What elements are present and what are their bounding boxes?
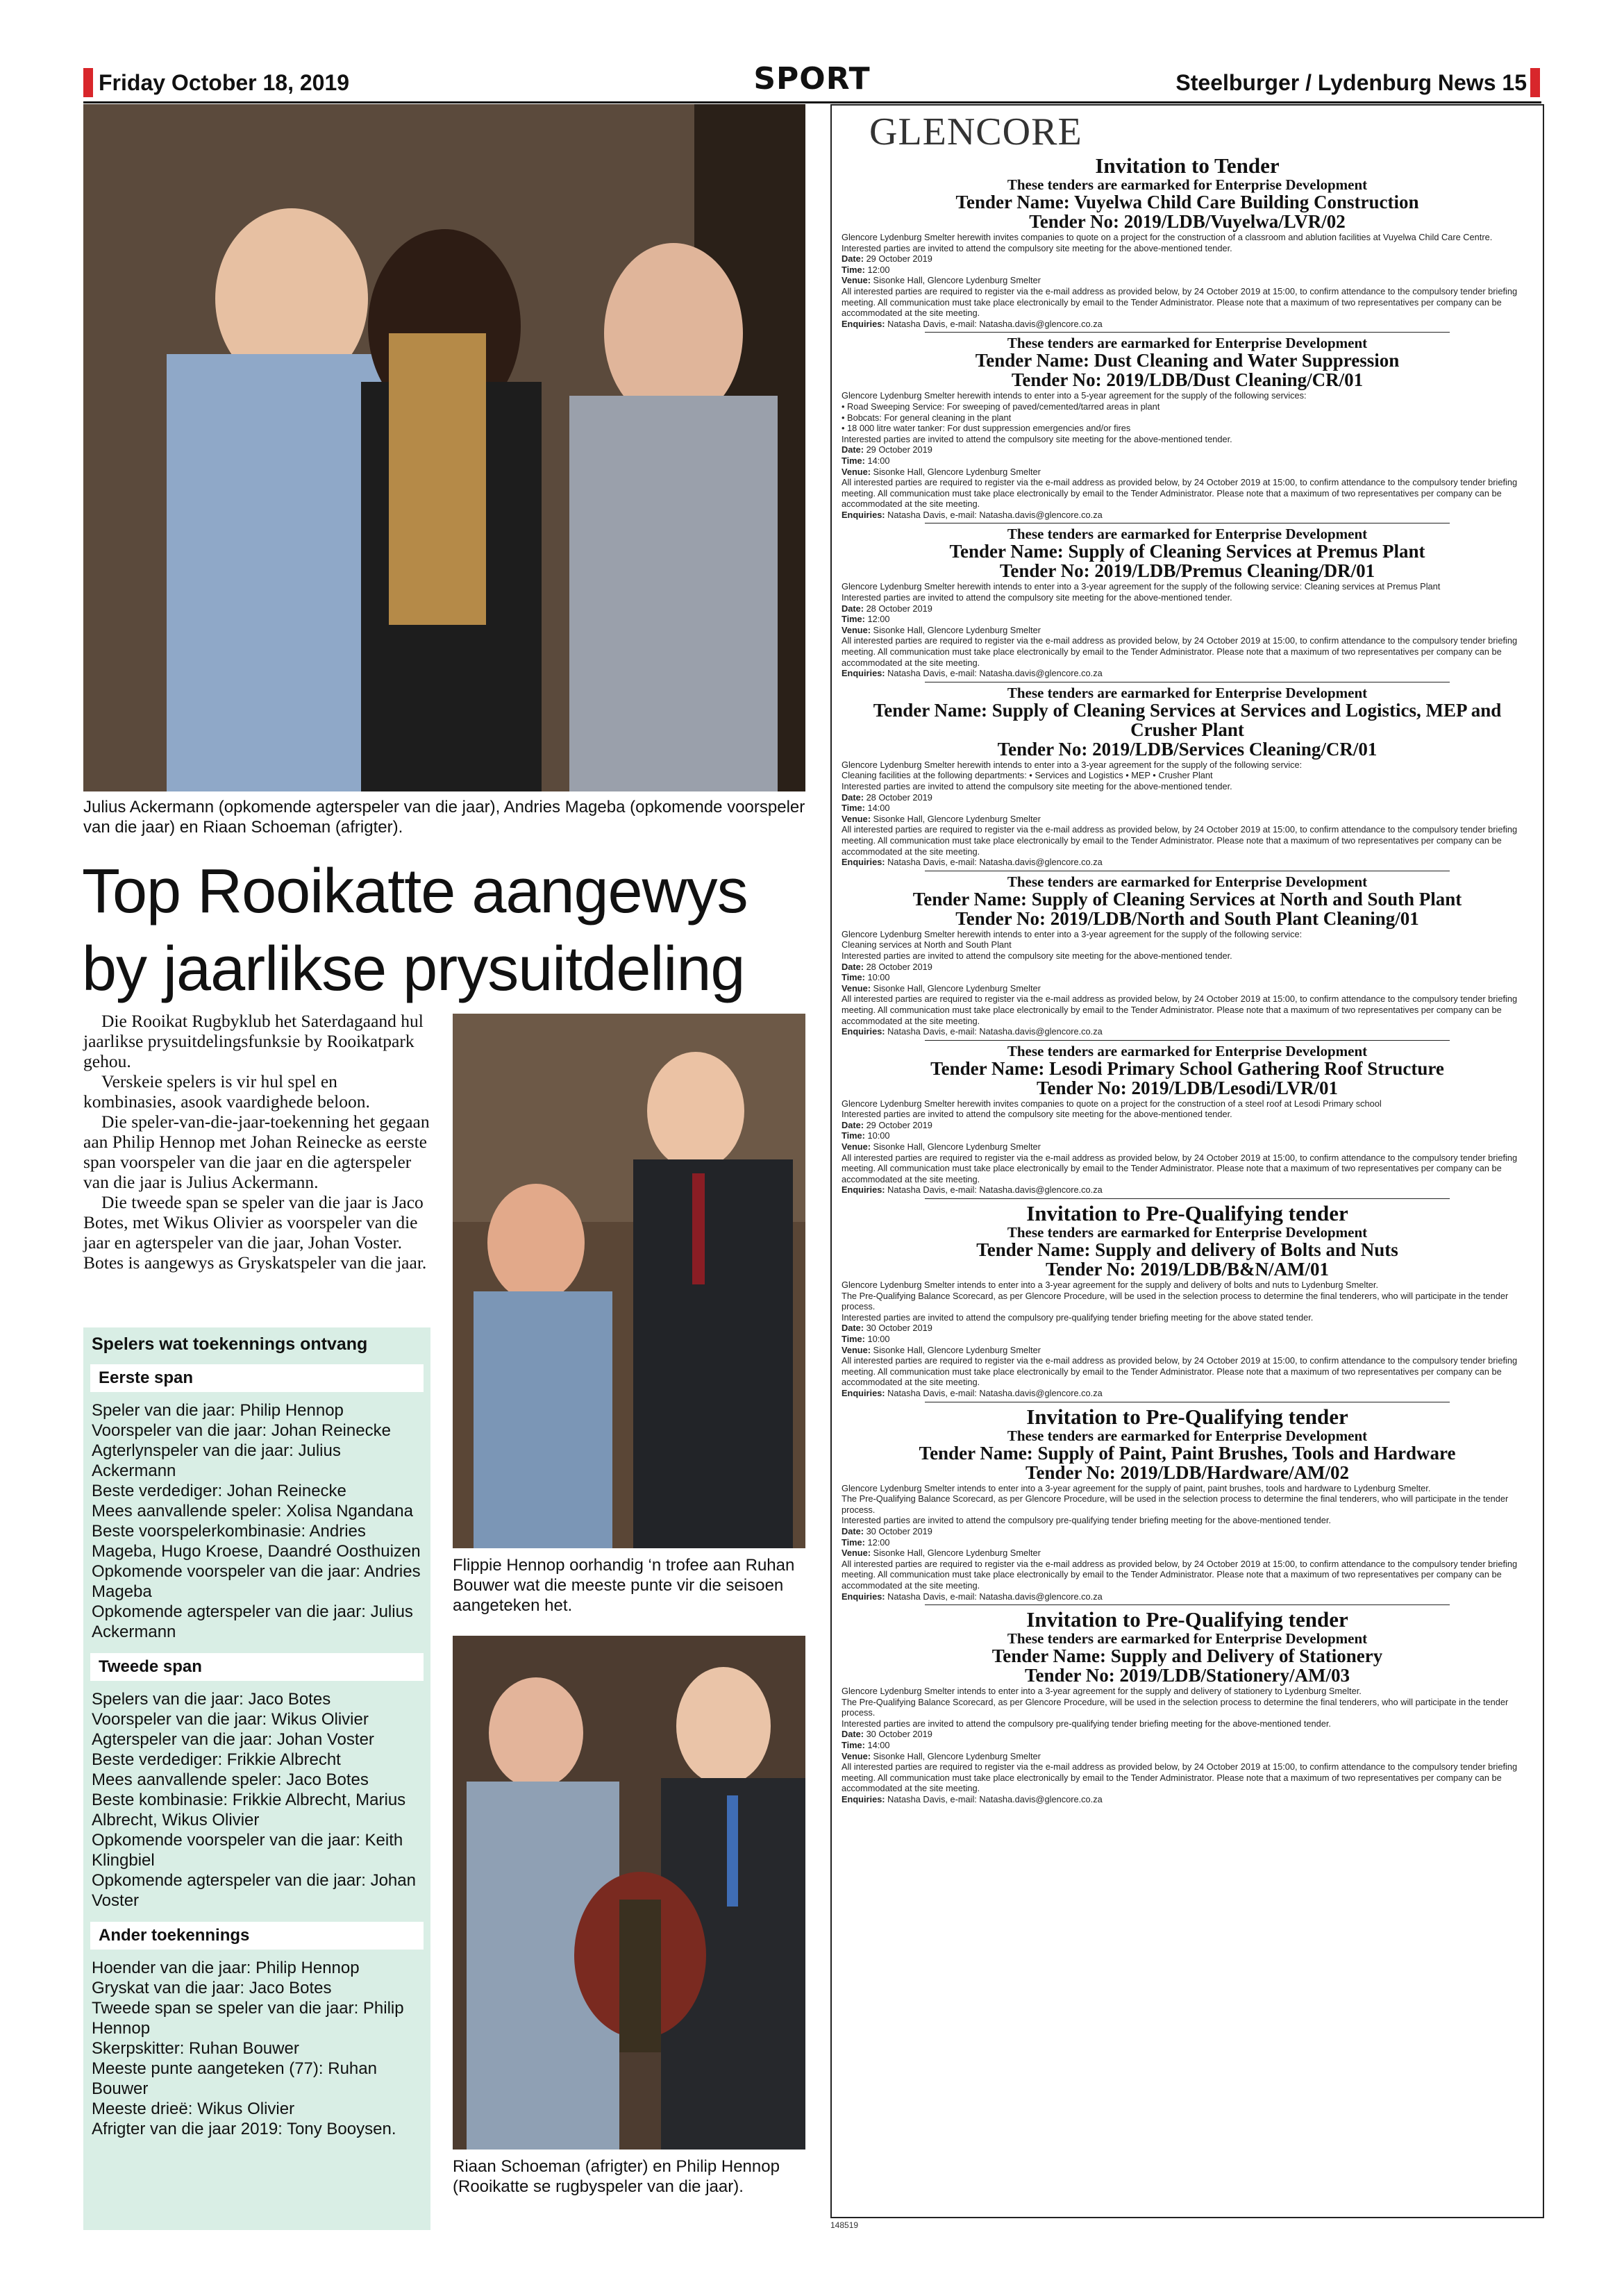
date-label: Date: (842, 603, 864, 614)
photo-handshake (453, 1014, 805, 1548)
enquiries-label: Enquiries: (842, 1387, 885, 1398)
time-value: 14:00 (867, 803, 890, 814)
award-item: Agterspeler van die jaar: Johan Voster (92, 1730, 374, 1749)
tender-earmark: These tenders are earmarked for Enterprise Development (1007, 1224, 1368, 1241)
photo-trophy-group (83, 104, 805, 791)
tender-detail-line: Glencore Lydenburg Smelter herewith invites companies to quote on a project for the construction of a classroom and ablution facilities at Vuyelwa Child Care Centre. (842, 232, 1493, 242)
award-item: Opkomende agterspeler van die jaar: Johan Voster (92, 1871, 416, 1910)
tender-block (842, 1040, 1533, 1196)
tender-registration: All interested parties are required to register via the e-mail address as provided below, by 24 October 2019 at 15:00, to confirm attendance to the compulsory tender briefing meeting. All communication must take place electronically by email to the Tender Administrator. Please note that a maximum of two representatives per company can be accommodated at the site meeting. (842, 824, 1518, 857)
tender-detail-line: Glencore Lydenburg Smelter intends to enter into a 3-year agreement for the supply and delivery of stationery to Lydenburg Smelter. (842, 1686, 1362, 1697)
date-label: Date: (842, 1729, 864, 1740)
advert-code: 148519 (830, 2220, 859, 2230)
tender-date (842, 792, 1533, 803)
time-label: Time: (842, 803, 865, 814)
award-item: Beste voorspelerkombinasie: Andries Mageba, Hugo Kroese, Daandré Oosthuizen (92, 1522, 421, 1561)
award-item: Opkomende voorspeler van die jaar: Keith Klingbiel (92, 1831, 403, 1870)
time-value: 12:00 (867, 1536, 890, 1548)
header-rule (83, 101, 1541, 103)
venue-label: Venue: (842, 813, 871, 824)
enquiries-value[interactable]: Natasha Davis, e-mail: Natasha.davis@glencore.co.za (887, 1794, 1103, 1805)
date-label: Date: (842, 1323, 864, 1334)
photo-trophy-pair (453, 1636, 805, 2150)
sidebar-heading-second-team: Tweede span (90, 1653, 424, 1681)
venue-label: Venue: (842, 1548, 871, 1559)
tender-detail-line: • Road Sweeping Service: For sweeping of paved/cemented/tarred areas in plant (842, 401, 1160, 412)
tender-number: Tender No: 2019/LDB/North and South Plant Cleaning/01 (955, 907, 1419, 929)
award-item: Beste verdediger: Johan Reinecke (92, 1482, 346, 1500)
tender-detail-line: Glencore Lydenburg Smelter herewith intends to enter into a 3-year agreement for the supply of the following service: Cleaning services at Premus Plant (842, 581, 1441, 592)
award-item: Mees aanvallende speler: Xolisa Ngandana (92, 1502, 413, 1520)
enquiries-value[interactable]: Natasha Davis, e-mail: Natasha.davis@glencore.co.za (887, 668, 1103, 679)
article-body (83, 1011, 430, 1273)
tender-enquiries (842, 668, 1533, 679)
tender-detail-line: Interested parties are invited to attend the compulsory pre-qualifying tender briefing meeting for the above-mentioned tender. (842, 1718, 1331, 1729)
tender-earmark: These tenders are earmarked for Enterprise Development (1007, 684, 1368, 701)
tender-registration: All interested parties are required to register via the e-mail address as provided below, by 24 October 2019 at 15:00, to confirm attendance to the compulsory tender briefing meeting. All communication must take place electronically by email to the Tender Administrator. Please note that a maximum of two representatives per company can be accommodated at the site meeting. (842, 1355, 1518, 1388)
time-label: Time: (842, 455, 865, 466)
enquiries-value[interactable]: Natasha Davis, e-mail: Natasha.davis@glencore.co.za (887, 1184, 1103, 1196)
date-value: 29 October 2019 (866, 253, 932, 265)
photo-caption-top: Julius Ackermann (opkomende agterspeler van die jaar), Andries Mageba (opkomende voorspeler van die jaar) en Riaan Schoeman (afrigter). (83, 798, 805, 837)
time-value: 14:00 (867, 455, 890, 466)
date-value: 29 October 2019 (866, 1119, 932, 1130)
tender-detail-line: • 18 000 litre water tanker: For dust suppression emergencies and/or fires (842, 423, 1131, 434)
headline-line1: Top Rooikatte aangewys (82, 857, 748, 926)
tender-registration: All interested parties are required to register via the e-mail address as provided below, by 24 October 2019 at 15:00, to confirm attendance to the compulsory tender briefing meeting. All communication must take place electronically by email to the Tender Administrator. Please note that a maximum of two representatives per company can be accommodated at the site meeting. (842, 635, 1518, 668)
enquiries-label: Enquiries: (842, 1591, 885, 1602)
time-label: Time: (842, 1740, 865, 1751)
tender-name: Tender Name: Lesodi Primary School Gathering Roof Structure (930, 1057, 1444, 1079)
tender-detail-line: Glencore Lydenburg Smelter intends to enter into a 3-year agreement for the supply of paint, paint brushes, tools and hardware to Lydenburg Smelter. (842, 1482, 1431, 1493)
tender-enquiries (842, 1388, 1533, 1399)
tender-name: Tender Name: Supply of Cleaning Services at Premus Plant (949, 541, 1425, 562)
enquiries-value[interactable]: Natasha Davis, e-mail: Natasha.davis@glencore.co.za (887, 1591, 1103, 1602)
tender-detail-line: Cleaning facilities at the following departments: • Services and Logistics • MEP • Crusher Plant (842, 770, 1213, 781)
tender-detail-line: Glencore Lydenburg Smelter intends to enter into a 3-year agreement for the supply and delivery of bolts and nuts to Lydenburg Smelter. (842, 1280, 1379, 1291)
tender-date (842, 1323, 1533, 1334)
time-label: Time: (842, 1130, 865, 1141)
tender-enquiries (842, 510, 1533, 521)
time-value: 12:00 (867, 264, 890, 275)
award-item: Speler van die jaar: Philip Hennop (92, 1401, 344, 1420)
tender-earmark: These tenders are earmarked for Enterprise Development (1007, 176, 1368, 193)
tender-time (842, 455, 1533, 467)
award-item: Tweede span se speler van die jaar: Philip Hennop (92, 1999, 404, 2038)
article-paragraph: Die speler-van-die-jaar-toekenning het gegaan aan Philip Hennop met Johan Reinecke as eerste span voorspeler van die jaar en die agterspeler van die jaar is Julius Ackermann. (83, 1112, 430, 1192)
section-title: SPORT (753, 61, 871, 97)
tender-date (842, 1729, 1533, 1740)
tender-advert (830, 104, 1544, 2218)
venue-value: Sisonke Hall, Glencore Lydenburg Smelter (873, 275, 1041, 286)
tender-details (842, 1483, 1533, 1602)
header-date: Friday October 18, 2019 (99, 70, 350, 95)
award-item: Spelers van die jaar: Jaco Botes (92, 1690, 331, 1709)
header-paper: Steelburger / Lydenburg News 15 (1175, 70, 1527, 95)
venue-label: Venue: (842, 1344, 871, 1355)
date-label: Date: (842, 961, 864, 972)
tender-number: Tender No: 2019/LDB/Premus Cleaning/DR/01 (999, 560, 1375, 582)
time-label: Time: (842, 1536, 865, 1548)
award-item: Opkomende voorspeler van die jaar: Andries Mageba (92, 1562, 421, 1601)
sidebar-heading-first-team: Eerste span (90, 1364, 424, 1392)
tender-detail-line: Glencore Lydenburg Smelter herewith invites companies to quote on a project for the construction of a steel roof at Lesodi Primary school (842, 1098, 1382, 1109)
venue-value: Sisonke Hall, Glencore Lydenburg Smelter (873, 1548, 1041, 1559)
tender-venue (842, 814, 1533, 825)
tender-details (842, 760, 1533, 868)
tender-invitation-heading: Invitation to Pre-Qualifying tender (1026, 1201, 1348, 1226)
sidebar-list-other-awards (83, 1952, 430, 2147)
award-item: Opkomende agterspeler van die jaar: Julius Ackermann (92, 1602, 413, 1641)
tender-time (842, 1130, 1533, 1141)
tender-earmark: These tenders are earmarked for Enterprise Development (1007, 1630, 1368, 1648)
sidebar-heading-other-awards: Ander toekennings (90, 1922, 424, 1950)
tender-detail-line: Cleaning services at North and South Plant (842, 939, 1012, 950)
tender-time (842, 1740, 1533, 1751)
tender-date (842, 962, 1533, 973)
tender-venue (842, 275, 1533, 286)
tender-divider (925, 332, 1450, 333)
tender-detail-line: Glencore Lydenburg Smelter herewith intends to enter into a 3-year agreement for the supply of the following service: (842, 928, 1303, 939)
tender-details (842, 581, 1533, 678)
time-value: 14:00 (867, 1740, 890, 1751)
tender-detail-line: The Pre-Qualifying Balance Scorecard, as per Glencore Procedure, will be used in the selection process to determine the final tenderers, who will participate in the tender process. (842, 1493, 1509, 1515)
tender-earmark: These tenders are earmarked for Enterprise Development (1007, 873, 1368, 890)
tender-registration: All interested parties are required to register via the e-mail address as provided below, by 24 October 2019 at 15:00, to confirm attendance to the compulsory tender briefing meeting. All communication must take place electronically by email to the Tender Administrator. Please note that a maximum of two representatives per company can be accommodated at the site meeting. (842, 477, 1518, 510)
tender-block (842, 1402, 1533, 1602)
time-value: 10:00 (867, 1130, 890, 1141)
tender-venue (842, 467, 1533, 478)
tender-registration: All interested parties are required to register via the e-mail address as provided below, by 24 October 2019 at 15:00, to confirm attendance to the compulsory tender briefing meeting. All communication must take place electronically by email to the Tender Administrator. Please note that a maximum of two representatives per company can be accommodated at the site meeting. (842, 285, 1518, 319)
tender-divider (925, 1040, 1450, 1041)
tender-detail-line: The Pre-Qualifying Balance Scorecard, as per Glencore Procedure, will be used in the selection process to determine the final tenderers, who will participate in the tender process. (842, 1696, 1509, 1718)
tender-divider (925, 1198, 1450, 1199)
venue-value: Sisonke Hall, Glencore Lydenburg Smelter (873, 813, 1041, 824)
tender-detail-line: Interested parties are invited to attend the compulsory site meeting for the above-mentioned tender. (842, 781, 1232, 791)
tender-block (842, 1198, 1533, 1399)
award-item: Mees aanvallende speler: Jaco Botes (92, 1770, 369, 1789)
enquiries-value[interactable]: Natasha Davis, e-mail: Natasha.davis@glencore.co.za (887, 857, 1103, 868)
tender-name: Tender Name: Supply and delivery of Bolts and Nuts (976, 1239, 1398, 1261)
time-label: Time: (842, 264, 865, 275)
tender-date (842, 1120, 1533, 1131)
tender-date (842, 1526, 1533, 1537)
tender-date (842, 603, 1533, 614)
enquiries-value[interactable]: Natasha Davis, e-mail: Natasha.davis@glencore.co.za (887, 1026, 1103, 1037)
tender-block (842, 332, 1533, 520)
date-label: Date: (842, 444, 864, 455)
article-paragraph: Die Rooikat Rugbyklub het Saterdagaand hul jaarlikse prysuitdelingsfunksie by Rooikatpark gehou. (83, 1011, 424, 1071)
tender-detail-line: Glencore Lydenburg Smelter herewith intends to enter into a 3-year agreement for the supply of the following service: (842, 759, 1303, 770)
tender-time (842, 803, 1533, 814)
tender-block (842, 154, 1533, 329)
tender-enquiries (842, 1026, 1533, 1037)
award-item: Beste verdediger: Frikkie Albrecht (92, 1750, 341, 1769)
tender-details (842, 1280, 1533, 1399)
tender-block (842, 523, 1533, 678)
tender-list (842, 154, 1533, 1805)
time-value: 12:00 (867, 614, 890, 625)
venue-label: Venue: (842, 624, 871, 635)
award-item: Gryskat van die jaar: Jaco Botes (92, 1979, 332, 1997)
tender-details (842, 929, 1533, 1037)
tender-block (842, 682, 1533, 868)
tender-name: Tender Name: Vuyelwa Child Care Building Construction (955, 192, 1419, 212)
venue-value: Sisonke Hall, Glencore Lydenburg Smelter (873, 466, 1041, 477)
date-value: 28 October 2019 (866, 603, 932, 614)
tender-time (842, 972, 1533, 983)
sidebar-list-second-team (83, 1684, 430, 1919)
article-paragraph: Die tweede span se speler van die jaar is Jaco Botes, met Wikus Olivier as voorspeler van die jaar en agterspeler van die jaar, Johan Voster. Botes is aangewys as Gryskatspeler van die jaar. (83, 1192, 427, 1273)
headline-line2: by jaarlikse prysuitdeling (82, 935, 745, 1004)
award-item: Meeste drieë: Wikus Olivier (92, 2100, 295, 2118)
tender-number: Tender No: 2019/LDB/B&N/AM/01 (1045, 1259, 1330, 1280)
tender-enquiries (842, 857, 1533, 868)
tender-name: Tender Name: Supply and Delivery of Stationery (991, 1645, 1383, 1667)
tender-number: Tender No: 2019/LDB/Vuyelwa/LVR/02 (1029, 211, 1346, 232)
glencore-logo: GLENCORE (869, 110, 1082, 153)
tender-registration: All interested parties are required to register via the e-mail address as provided below, by 24 October 2019 at 15:00, to confirm attendance to the compulsory tender briefing meeting. All communication must take place electronically by email to the Tender Administrator. Please note that a maximum of two representatives per company can be accommodated at the site meeting. (842, 1152, 1518, 1184)
tender-block (842, 1604, 1533, 1805)
tender-number: Tender No: 2019/LDB/Services Cleaning/CR/01 (997, 738, 1378, 760)
tender-venue (842, 625, 1533, 636)
enquiries-value[interactable]: Natasha Davis, e-mail: Natasha.davis@glencore.co.za (887, 318, 1103, 329)
tender-details (842, 232, 1533, 329)
tender-detail-line: Interested parties are invited to attend the compulsory pre-qualifying tender briefing meeting for the above stated tender. (842, 1312, 1314, 1323)
tender-enquiries (842, 1794, 1533, 1805)
award-item: Skerpskitter: Ruhan Bouwer (92, 2039, 299, 2058)
time-value: 10:00 (867, 972, 890, 983)
award-item: Voorspeler van die jaar: Wikus Olivier (92, 1710, 369, 1729)
tender-number: Tender No: 2019/LDB/Hardware/AM/02 (1025, 1461, 1349, 1483)
tender-divider (925, 1604, 1450, 1605)
tender-registration: All interested parties are required to register via the e-mail address as provided below, by 24 October 2019 at 15:00, to confirm attendance to the compulsory tender briefing meeting. All communication must take place electronically by email to the Tender Administrator. Please note that a maximum of two representatives per company can be accommodated at the site meeting. (842, 1558, 1518, 1591)
tender-details (842, 1686, 1533, 1805)
venue-value: Sisonke Hall, Glencore Lydenburg Smelter (873, 982, 1041, 994)
date-label: Date: (842, 253, 864, 265)
date-value: 30 October 2019 (866, 1525, 932, 1536)
tender-date (842, 444, 1533, 455)
enquiries-label: Enquiries: (842, 1184, 885, 1196)
tender-enquiries (842, 1591, 1533, 1602)
tender-details (842, 1098, 1533, 1196)
tender-time (842, 614, 1533, 625)
photo-caption-bottom: Riaan Schoeman (afrigter) en Philip Hennop (Rooikatte se rugbyspeler van die jaar). (453, 2157, 780, 2196)
tender-details (842, 390, 1533, 520)
tender-name: Tender Name: Supply of Cleaning Services at North and South Plant (912, 888, 1462, 910)
tender-venue (842, 1141, 1533, 1153)
date-value: 30 October 2019 (866, 1323, 932, 1334)
enquiries-label: Enquiries: (842, 318, 885, 329)
tender-number: Tender No: 2019/LDB/Lesodi/LVR/01 (1036, 1077, 1339, 1098)
tender-name: Tender Name: Dust Cleaning and Water Suppression (975, 350, 1400, 371)
tender-time (842, 265, 1533, 276)
enquiries-label: Enquiries: (842, 1794, 885, 1805)
sidebar-title: Spelers wat toekennings ontvang (92, 1334, 368, 1354)
date-value: 30 October 2019 (866, 1729, 932, 1740)
tender-block (842, 871, 1533, 1037)
awards-sidebar (83, 1327, 430, 2230)
tender-registration: All interested parties are required to register via the e-mail address as provided below, by 24 October 2019 at 15:00, to confirm attendance to the compulsory tender briefing meeting. All communication must take place electronically by email to the Tender Administrator. Please note that a maximum of two representatives per company can be accommodated at the site meeting. (842, 994, 1518, 1026)
enquiries-label: Enquiries: (842, 509, 885, 520)
tender-number: Tender No: 2019/LDB/Stationery/AM/03 (1024, 1665, 1350, 1686)
award-item: Voorspeler van die jaar: Johan Reinecke (92, 1421, 391, 1440)
award-item: Agterlynspeler van die jaar: Julius Ackermann (92, 1441, 341, 1480)
time-label: Time: (842, 972, 865, 983)
tender-name: Tender Name: Supply of Cleaning Services at Services and Logistics, MEP and Crusher Plant (873, 699, 1502, 740)
sidebar-list-first-team (83, 1395, 430, 1650)
date-value: 28 October 2019 (866, 791, 932, 803)
time-value: 10:00 (867, 1334, 890, 1344)
tender-venue (842, 1751, 1533, 1762)
time-label: Time: (842, 614, 865, 625)
venue-label: Venue: (842, 1141, 871, 1153)
date-label: Date: (842, 791, 864, 803)
venue-label: Venue: (842, 1750, 871, 1761)
venue-label: Venue: (842, 275, 871, 286)
venue-value: Sisonke Hall, Glencore Lydenburg Smelter (873, 1141, 1041, 1153)
venue-value: Sisonke Hall, Glencore Lydenburg Smelter (873, 1344, 1041, 1355)
tender-venue (842, 1548, 1533, 1559)
award-item: Hoender van die jaar: Philip Hennop (92, 1959, 360, 1977)
award-item: Meeste punte aangeteken (77): Ruhan Bouwer (92, 2059, 377, 2098)
date-value: 29 October 2019 (866, 444, 932, 455)
tender-time (842, 1334, 1533, 1345)
tender-detail-line: Interested parties are invited to attend the compulsory site meeting for the above-mentioned tender. (842, 242, 1232, 253)
tender-detail-line: Interested parties are invited to attend the compulsory site meeting for the above-mentioned tender. (842, 950, 1232, 961)
enquiries-value[interactable]: Natasha Davis, e-mail: Natasha.davis@glencore.co.za (887, 1387, 1103, 1398)
venue-value: Sisonke Hall, Glencore Lydenburg Smelter (873, 1750, 1041, 1761)
award-item: Beste kombinasie: Frikkie Albrecht, Marius Albrecht, Wikus Olivier (92, 1791, 406, 1829)
tender-venue (842, 983, 1533, 994)
venue-label: Venue: (842, 982, 871, 994)
tender-detail-line: Interested parties are invited to attend the compulsory site meeting for the above-mentioned tender. (842, 433, 1232, 444)
tender-detail-line: Interested parties are invited to attend the compulsory site meeting for the above-mentioned tender. (842, 1109, 1232, 1120)
enquiries-label: Enquiries: (842, 668, 885, 679)
venue-label: Venue: (842, 466, 871, 477)
tender-enquiries (842, 319, 1533, 330)
tender-detail-line: The Pre-Qualifying Balance Scorecard, as per Glencore Procedure, will be used in the selection process to determine the final tenderers, who will participate in the tender process. (842, 1290, 1509, 1312)
tender-detail-line: Glencore Lydenburg Smelter herewith intends to enter into a 5-year agreement for the supply of the following services: (842, 390, 1307, 401)
date-label: Date: (842, 1119, 864, 1130)
tender-date (842, 253, 1533, 265)
date-label: Date: (842, 1525, 864, 1536)
header-accent-right (1530, 68, 1540, 97)
tender-enquiries (842, 1184, 1533, 1196)
tender-invitation-heading: Invitation to Pre-Qualifying tender (1026, 1404, 1348, 1429)
tender-earmark: These tenders are earmarked for Enterprise Development (1007, 1042, 1368, 1059)
date-value: 28 October 2019 (866, 961, 932, 972)
tender-detail-line: • Bobcats: For general cleaning in the plant (842, 412, 1012, 423)
tender-detail-line: Interested parties are invited to attend the compulsory site meeting for the above-mentioned tender. (842, 592, 1232, 603)
tender-invitation-heading: Invitation to Tender (1095, 153, 1280, 178)
tender-earmark: These tenders are earmarked for Enterprise Development (1007, 1427, 1368, 1444)
enquiries-label: Enquiries: (842, 857, 885, 868)
tender-time (842, 1537, 1533, 1548)
article-paragraph: Verskeie spelers is vir hul spel en kombinasies, asook vaardighede beloon. (83, 1071, 370, 1112)
tender-invitation-heading: Invitation to Pre-Qualifying tender (1026, 1607, 1348, 1632)
enquiries-value[interactable]: Natasha Davis, e-mail: Natasha.davis@glencore.co.za (887, 509, 1103, 520)
award-item: Afrigter van die jaar 2019: Tony Booysen. (92, 2120, 396, 2138)
tender-venue (842, 1345, 1533, 1356)
tender-name: Tender Name: Supply of Paint, Paint Brushes, Tools and Hardware (919, 1442, 1456, 1464)
tender-detail-line: Interested parties are invited to attend the compulsory pre-qualifying tender briefing meeting for the above-mentioned tender. (842, 1515, 1331, 1526)
tender-earmark: These tenders are earmarked for Enterprise Development (1007, 526, 1368, 543)
tender-registration: All interested parties are required to register via the e-mail address as provided below, by 24 October 2019 at 15:00, to confirm attendance to the compulsory tender briefing meeting. All communication must take place electronically by email to the Tender Administrator. Please note that a maximum of two representatives per company can be accommodated at the site meeting. (842, 1761, 1518, 1794)
time-label: Time: (842, 1334, 865, 1344)
enquiries-label: Enquiries: (842, 1026, 885, 1037)
photo-caption-middle: Flippie Hennop oorhandig ‘n trofee aan Ruhan Bouwer wat die meeste punte vir die seisoen aangeteken het. (453, 1556, 795, 1615)
tender-number: Tender No: 2019/LDB/Dust Cleaning/CR/01 (1011, 369, 1364, 391)
venue-value: Sisonke Hall, Glencore Lydenburg Smelter (873, 624, 1041, 635)
tender-earmark: These tenders are earmarked for Enterprise Development (1007, 335, 1368, 352)
